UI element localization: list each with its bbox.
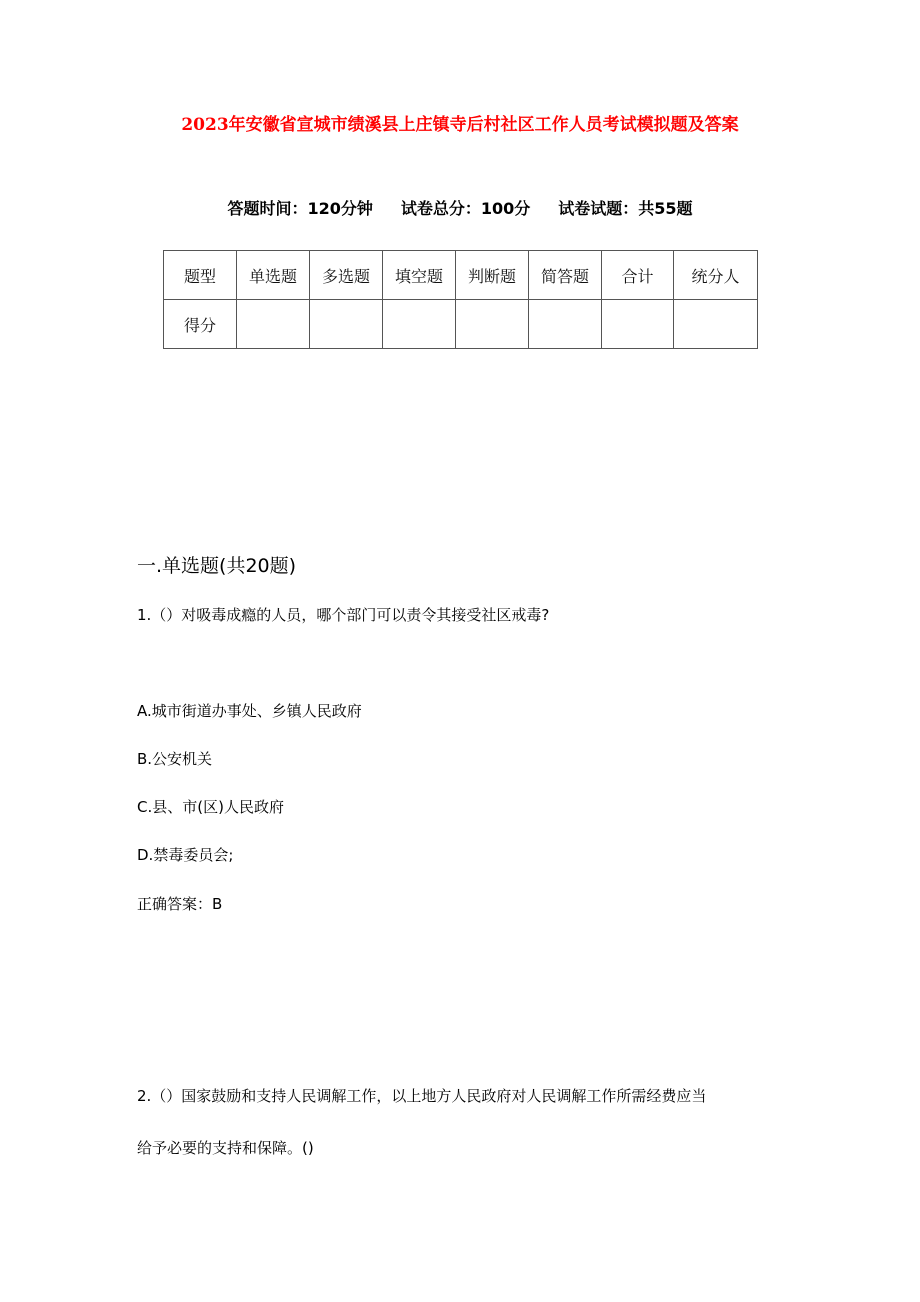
question-1-option-a: A.城市街道办事处、乡镇人民政府	[137, 702, 362, 720]
section-heading: 一.单选题(共20题)	[137, 555, 297, 577]
exam-total-score: 试卷总分：100分	[400, 199, 531, 218]
header-cell-fill-blank: 填空题	[383, 251, 456, 300]
header-cell-scorer: 统分人	[674, 251, 758, 300]
question-1-option-d: D.禁毒委员会;	[137, 846, 234, 864]
question-2-stem-line-2: 给予必要的支持和保障。()	[137, 1139, 314, 1157]
score-cell-multiple-choice	[310, 300, 383, 349]
exam-meta	[0, 197, 920, 221]
score-cell-scorer	[674, 300, 758, 349]
score-table-header-row	[164, 251, 758, 300]
score-cell-short-answer	[529, 300, 602, 349]
score-table	[163, 250, 758, 349]
header-cell-true-false: 判断题	[456, 251, 529, 300]
question-1-answer: 正确答案：B	[137, 895, 223, 913]
header-cell-type: 题型	[164, 251, 237, 300]
exam-question-count: 试卷试题：共55题	[558, 199, 693, 218]
score-cell-single-choice	[237, 300, 310, 349]
question-1-option-c: C.县、市(区)人民政府	[137, 798, 284, 816]
header-cell-total: 合计	[602, 251, 674, 300]
row-label-score: 得分	[164, 300, 237, 349]
exam-time: 答题时间：120分钟	[227, 199, 373, 218]
score-cell-total	[602, 300, 674, 349]
question-2-stem-line-1: 2.（）国家鼓励和支持人民调解工作，以上地方人民政府对人民调解工作所需经费应当	[137, 1087, 707, 1105]
question-1-option-b: B.公安机关	[137, 750, 213, 768]
document-title: 2023年安徽省宣城市绩溪县上庄镇寺后村社区工作人员考试模拟题及答案	[181, 115, 739, 135]
score-cell-true-false	[456, 300, 529, 349]
score-table-score-row	[164, 300, 758, 349]
header-cell-single-choice: 单选题	[237, 251, 310, 300]
question-1-stem: 1.（）对吸毒成瘾的人员，哪个部门可以责令其接受社区戒毒?	[137, 606, 550, 624]
header-cell-short-answer: 简答题	[529, 251, 602, 300]
score-cell-fill-blank	[383, 300, 456, 349]
header-cell-multiple-choice: 多选题	[310, 251, 383, 300]
